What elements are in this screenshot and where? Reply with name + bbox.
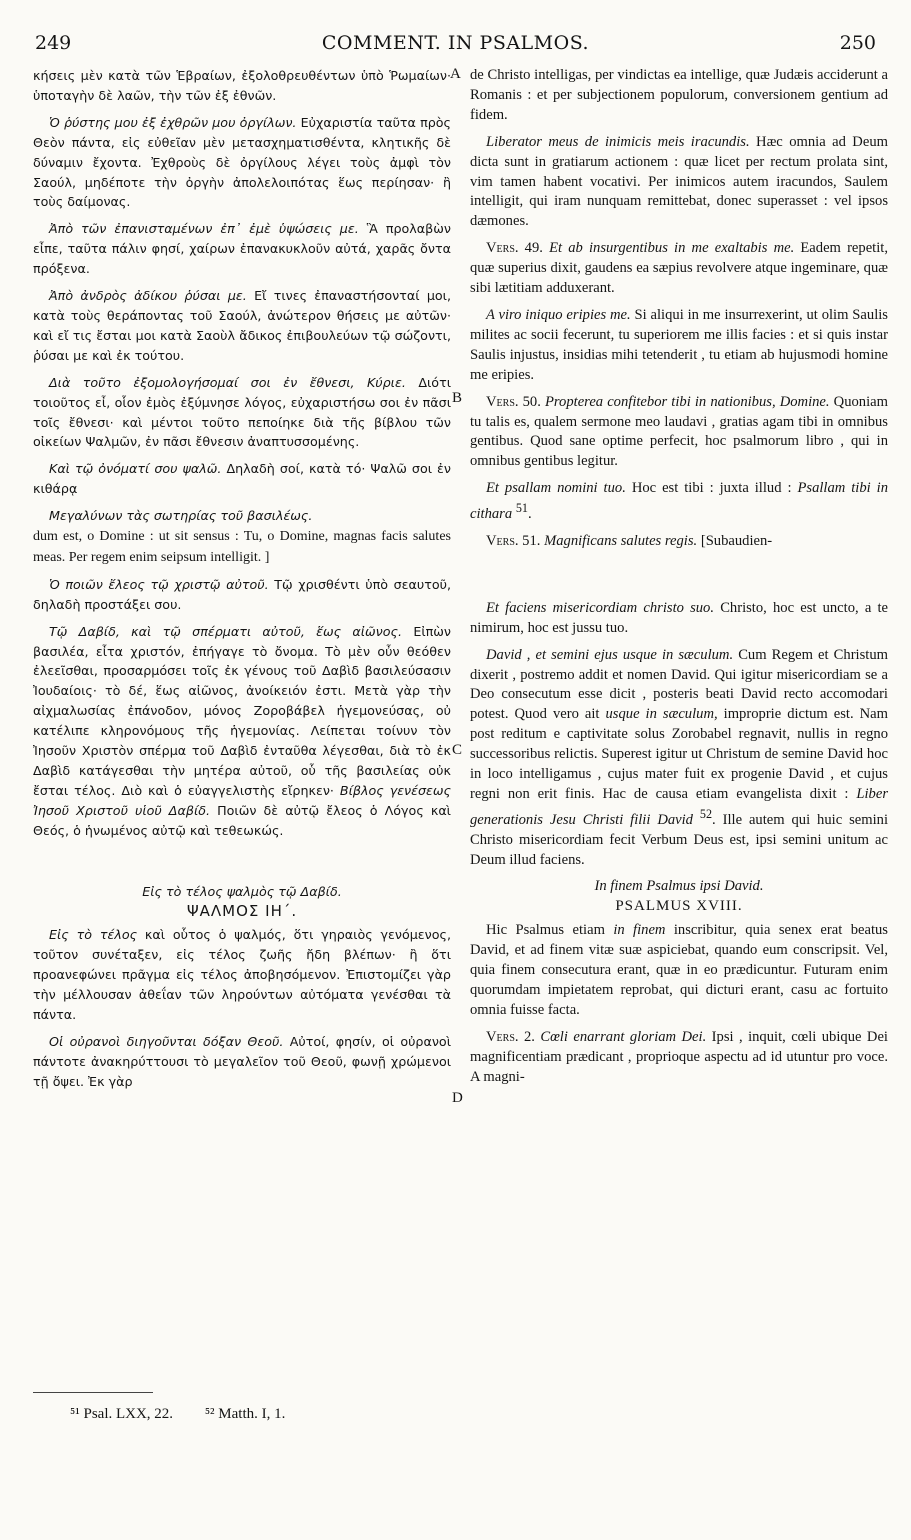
- latin-text: improprie dictum est. Nam post reditum e captivitate solus Zorobabel regnavit, nullis in regno successoribus relictis. Superest igitur ut Christum de semine David hoc in loco intelligamus , cujus mater fuit ex progenie David , et cujus regni non erit finis. Hac de causa etiam evangelista dixit :: [470, 706, 888, 802]
- greek-lemma: Ὁ ποιῶν ἔλεος τῷ χριστῷ αὐτοῦ.: [49, 576, 269, 592]
- latin-paragraph: David , et semini ejus usque in sæculum. Cum Regem et Christum dixerit , postremo addit et nomen David. Qui igitur misericordiam se a Deo consecutum esse dicit , posteris beati David recto accomodari potest. Quod vero ait usque in sæculum, improprie dictum est. Nam post reditum e captivitate solus Zorobabel regnavit, nullis in regno successoribus relictis. Superest igitur ut Christum de semine David hoc in loco intelligamus , cujus mater fuit ex progenie David , et cujus regni non erit finis. Hac de causa etiam evangelista dixit : Liber generationis Jesu Christi filii David $^{52}$. Ille autem qui huic semini Christo misericordiam fecit Verbum Deus est, ipsi semini unitum ac Deum illud faciens.: [470, 646, 889, 868]
- greek-text: Διότι τοιοῦτος εἶ, οἷον ἐμὸς ἐξύμνησε λόγος, εὐχαριστήσω σοι ἐν πᾶσι τοῖς ἔθνεσι· καὶ μέντοι τοῦτο πεποίηκε διὰ τῆς βίβλου τῶν οἰκείων Ψαλμῶν, ἐν πᾶσι ἔθνεσιν ἀναπτυσσομένης.: [33, 374, 451, 450]
- latin-text: Quoniam tu talis es, qualem sermone meo laudavi , gratias agam tibi in omnibus gentibus. Quod sane optime perfecit, hoc psalmorum libro , qui in omnibus gentibus legitur.: [470, 393, 888, 470]
- verse-label: Vers. 50.: [486, 393, 541, 410]
- greek-lemma: Εἰς τὸ τέλος: [49, 927, 138, 943]
- latin-text: Ipsi , inquit, cœli ubique Dei magnificentiam prædicant , proprioque aspectu ad id utuntur pro voce. A magni-: [470, 1028, 888, 1085]
- latin-text: inscribitur, quia senex erat beatus David, et ad finem vitæ suæ aspiciebat, quando eum conscripsit. Vel, quia finem consecutura erant, quæ in eo prædicuntur. Futuram enim quorumdam impietatem reprobat, qui dicturi erant, casu ac fortuito omnia fuisse facta.: [470, 922, 888, 1018]
- latin-lemma: Et psallam nomini tuo.: [486, 480, 626, 497]
- greek-paragraph: [33, 459, 451, 499]
- latin-text: Si aliqui in me insurrexerint, ut olim Saulis milites ac socii fecerunt, tu superiorem me illis facies : et si quis instar Saulis injustus, insidias mihi tetenderit , tu etiam ab hujusmodi homine me eripies.: [470, 306, 888, 383]
- latin-lemma: Propterea confitebor tibi in nationibus, Domine.: [545, 393, 830, 410]
- latin-continuation: dum est, o Domine : ut sit sensus : Tu, o Domine, magnas facis salutes meas. Per regem enim seipsum intelligit. ]: [33, 529, 451, 565]
- latin-text: Hæc omnia ad Deum dicta sunt in gratiarum actionem : quæ licet per rectum prolata sint, vim tamen habent vocativi. Per inimicos autem iracundos, Saulem intelligit, qui iram nunquam remittebat, donec superasset : vel ipsos dæmones.: [470, 133, 888, 230]
- greek-paragraph: [33, 925, 451, 1025]
- latin-paragraph: [470, 599, 888, 639]
- greek-paragraph: [33, 219, 451, 279]
- page-number-left: 249: [35, 32, 72, 54]
- latin-paragraph: [470, 1028, 888, 1088]
- greek-paragraph: [33, 113, 451, 213]
- footnotes: [70, 1406, 313, 1423]
- latin-text: Christo, hoc est uncto, a te nimirum, hoc est jussu tuo.: [470, 599, 888, 636]
- margin-marker-b: B: [452, 390, 463, 406]
- greek-lemma: Διὰ τοῦτο ἐξομολογήσομαί σοι ἐν ἔθνεσι, Κύριε.: [49, 374, 406, 390]
- latin-inline-italic: in finem: [613, 922, 666, 939]
- greek-column: [33, 66, 451, 1099]
- latin-text: Eadem repetit, quæ superius dixit, gaudens ea sæpius revolvere atque ingeminare, quæ sibi lætitiam adduxerant.: [470, 240, 888, 297]
- latin-text: [Subaudien-: [700, 532, 773, 549]
- verse-label: Vers. 51.: [486, 532, 541, 549]
- margin-marker-d: D: [452, 1090, 463, 1106]
- latin-paragraph: [470, 239, 888, 299]
- greek-psalm-title-text: Εἰς τὸ τέλος ψαλμὸς τῷ Δαβίδ.: [142, 883, 342, 899]
- page-number-right: 250: [839, 32, 876, 54]
- latin-text: Cum Regem et Christum dixerit , postremo addit et nomen David. Qui igitur misericordiam se a Deo consecutum esse dicit , posteris beati David recto accomodari potest. Quod vero ait: [470, 646, 888, 723]
- latin-quote: Psallam tibi in cithara: [470, 480, 889, 522]
- latin-paragraph: [470, 133, 888, 233]
- latin-lemma: A viro iniquo eripies me.: [486, 306, 631, 323]
- latin-quote: Liber generationis Jesu Christi filii David: [470, 785, 888, 828]
- running-header: [35, 32, 876, 60]
- greek-paragraph: [33, 622, 451, 841]
- greek-paragraph: κήσεις μὲν κατὰ τῶν Ἑβραίων, ἐξολοθρευθέντων ὑπὸ Ῥωμαίων· ὑποταγὴν δὲ λαῶν, τὴν τῶν ἐξ ἐθνῶν.: [33, 68, 451, 103]
- greek-text: Ἃ προλαβὼν εἶπε, ταῦτα πάλιν φησί, χαίρων ἐπανακυκλοῦν αὐτά, χαρᾶς ὄντα πρόξενα.: [33, 221, 451, 277]
- margin-marker-a: A: [450, 66, 461, 82]
- greek-text: Τῷ χρισθέντι ὑπὸ σεαυτοῦ, δηλαδὴ προστάξει σου.: [33, 576, 451, 612]
- latin-paragraph: Et psallam nomini tuo. Hoc est tibi : juxta illud : Psallam tibi in cithara $^{51}$.: [470, 480, 889, 522]
- latin-text: Ille autem qui huic semini Christo misericordiam fecit Verbum Deus est, ipsi semini unitum ac Deum illud faciens.: [470, 811, 889, 868]
- latin-paragraph: [470, 532, 888, 552]
- latin-paragraph: de Christo intelligas, per vindictas ea intellige, quæ Judæis acciderunt a Romanis : et per subjectionem populorum, conversionem gentium ad fidem.: [470, 67, 888, 123]
- latin-paragraph: [470, 921, 888, 1021]
- greek-text: Εὐχαριστία ταῦτα πρὸς Θεὸν πάντα, εἰς εὐθεῖαν μὲν μετασχηματισθέντα, κλητικῆς δὲ δύναμιν ἔχοντα. Ἐχθροὺς δὲ ὀργίλους λέγει τοὺς ἀμφὶ τὸν Σαούλ, μηδέποτε τὴν ὀργὴν ἀπολελοιπότας ἕως περίησαν· ἢ τοὺς δαίμονας.: [33, 114, 451, 210]
- greek-quote: Βίβλος γενέσεως Ἰησοῦ Χριστοῦ υἱοῦ Δαβίδ.: [33, 782, 451, 818]
- latin-psalm-title-text: In finem Psalmus ipsi David.: [594, 878, 764, 895]
- verse-label: Vers. 2.: [486, 1028, 535, 1045]
- latin-psalm-number: PSALMUS XVIII.: [615, 898, 743, 915]
- footnote-52: ⁵² Matth. I, 1.: [204, 1406, 286, 1422]
- latin-lemma: Et faciens misericordiam christo suo.: [486, 599, 715, 616]
- latin-text: Hic Psalmus etiam: [486, 922, 605, 939]
- greek-text: Εἴ τινες ἐπαναστήσονταί μοι, κατὰ τοὺς θεράποντας τοῦ Σαούλ, ἀνώτερον θήσεις με αὐτῶν· καὶ εἴ τις ἔσται μοι κατὰ Σαοὺλ ἄδικος ἐπιβουλεύων τῷ σώζοντι, ῥύσαι με καὶ ἐκ τούτου.: [33, 288, 451, 363]
- margin-marker-c: C: [452, 742, 463, 758]
- greek-lemma: Τῷ Δαβίδ, καὶ τῷ σπέρματι αὐτοῦ, ἕως αἰῶνος.: [49, 623, 403, 639]
- greek-text: Εἰπὼν βασιλέα, εἶτα χριστόν, ἐπήγαγε τὸ ὄνομα. Τὸ μὲν οὖν θεόθεν ἐλεεῖσθαι, προσαρμόσει τοῖς ἐκ γένους τοῦ Δαβὶδ βασιλεύσασιν Ἰουδαίοις· τὸ δέ, ἕως αἰῶνος, ἀνοίκειόν ἐστι. Μετὰ γὰρ τὴν αἰχμαλωσίας ἐπάνοδον, μόνος Ζοροβάβελ ἡγεμονεύσας, οὐ κατέλιπε κληρονόμους τῆς ἡγεμονίας. Λείπεται τοίνυν τὸν Ἰησοῦν Χριστὸν σπέρμα τοῦ Δαβὶδ ἐνταῦθα λέγεσθαι, διὰ τὸ ἐκ Δαβὶδ κατάγεσθαι τὴν μητέρα αὐτοῦ, οὗ τῆς βασιλείας οὐκ ἔσται τέλος. Διὸ καὶ ὁ εὐαγγελιστὴς εἴρηκεν·: [33, 623, 451, 798]
- footnote-ref: 51: [515, 501, 528, 516]
- latin-lemma: David , et semini ejus usque in sæculum.: [486, 646, 734, 663]
- latin-paragraph: [470, 306, 888, 386]
- greek-lemma: Ἀπὸ τῶν ἐπανισταμένων ἐπ᾽ ἐμὲ ὑψώσεις με.: [49, 221, 359, 237]
- greek-lemma: Οἱ οὐρανοὶ διηγοῦνται δόξαν Θεοῦ.: [49, 1033, 284, 1049]
- greek-paragraph: [33, 373, 451, 453]
- latin-lemma: Liberator meus de inimicis meis iracundis.: [486, 133, 750, 150]
- greek-text: Ποιῶν δὲ αὐτῷ ἔλεος ὁ Λόγος καὶ Θεός, ὁ ἡνωμένος αὐτῷ καὶ τεθεωκώς.: [33, 802, 451, 838]
- latin-paragraph: [470, 393, 888, 473]
- greek-text: Αὐτοί, φησίν, οἱ οὐρανοὶ πάντοτε ἀνακηρύττουσι τὸ μεγαλεῖον τοῦ Θεοῦ, φωνῇ χρώμενοι τῇ ὄψει. Ἐκ γὰρ: [33, 1033, 451, 1089]
- latin-lemma: Cœli enarrant gloriam Dei.: [540, 1028, 707, 1045]
- greek-text: Δηλαδὴ σοί, κατὰ τό· Ψαλῶ σοι ἐν κιθάρᾳ: [33, 461, 451, 497]
- greek-psalm-number: ΨΑΛΜΟΣ ΙΗ΄.: [186, 901, 298, 920]
- latin-text: Hoc est tibi : juxta illud :: [631, 480, 792, 497]
- greek-lemma: Μεγαλύνων τὰς σωτηρίας τοῦ βασιλέως.: [49, 508, 313, 524]
- greek-lemma: Ὁ ῥύστης μου ἐξ ἐχθρῶν μου ὀργίλων.: [49, 114, 297, 130]
- latin-inline-italic: usque in sæculum,: [605, 706, 718, 723]
- greek-text: καὶ οὗτος ὁ ψαλμός, ὅτι γηραιὸς γενόμενος, τοῦτον συνέταξεν, εἰς τέλος ζωῆς ἤδη βλέπων· ἢ ὅτι προανεφώνει πρᾶγμα εἰς τέλος ἀποβησόμενον. Ἐπιστομίζει γὰρ τὴν μέλλουσαν ἀθεΐαν τῶν ληρούντων αὐτόματα γενέσθαι τὰ πάντα.: [33, 927, 451, 1023]
- greek-paragraph: [33, 286, 451, 366]
- latin-psalm-title: [470, 877, 888, 897]
- greek-lemma: Καὶ τῷ ὀνόματί σου ψαλῶ.: [49, 461, 222, 477]
- footnote-ref: 52: [699, 806, 713, 821]
- footnote-rule: [33, 1392, 153, 1393]
- running-title: COMMENT. IN PSALMOS.: [321, 32, 590, 54]
- greek-lemma: Ἀπὸ ἀνδρὸς ἀδίκου ῥύσαι με.: [49, 288, 247, 304]
- footnote-51: ⁵¹ Psal. LXX, 22.: [70, 1406, 174, 1422]
- greek-paragraph: [33, 575, 451, 615]
- verse-label: Vers. 49.: [486, 240, 543, 257]
- greek-psalm-title: [33, 882, 451, 902]
- greek-paragraph: [33, 1032, 451, 1092]
- latin-column: [470, 66, 888, 1095]
- greek-paragraph: [33, 506, 451, 568]
- latin-lemma: Magnificans salutes regis.: [544, 532, 698, 549]
- latin-lemma: Et ab insurgentibus in me exaltabis me.: [549, 240, 795, 257]
